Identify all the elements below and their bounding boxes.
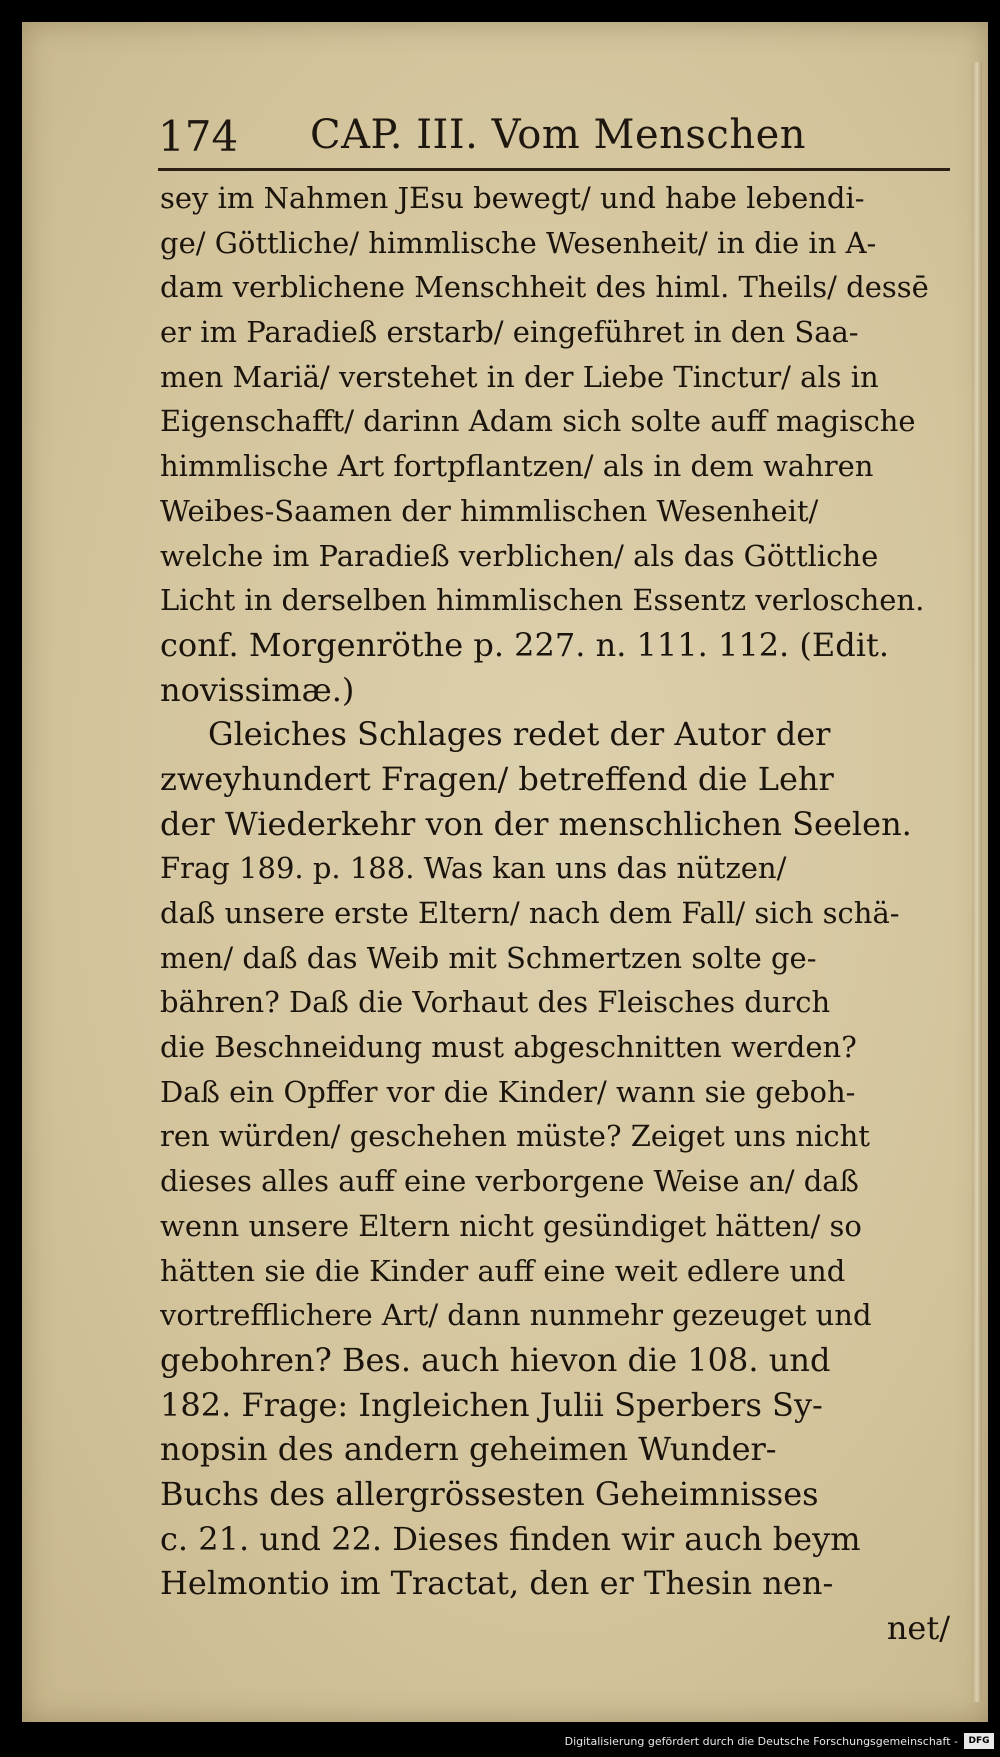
running-head: CAP. III. Vom Menschen [310,112,807,158]
dfg-logo-icon: DFG [964,1733,994,1749]
text-line: gebohren? Bes. auch hievon die 108. und [160,1340,831,1379]
text-line: welche im Paradieß verblichen/ als das Göttliche [160,538,879,573]
text-line: dam verblichene Menschheit des himl. Theils/ dessē [160,270,929,305]
text-line: nopsin des andern geheimen Wunder- [160,1430,777,1469]
body-text [160,176,960,1651]
text-line: Daß ein Opffer vor die Kinder/ wann sie geboh- [160,1074,856,1109]
text-line: Frag 189. p. 188. Was kan uns das nützen/ [160,851,787,886]
text-line: sey im Nahmen JEsu bewegt/ und habe lebendi- [160,181,865,215]
footer-bar [0,1728,1000,1757]
text-line: wenn unsere Eltern nicht gesündiget hätten/ so [160,1208,862,1243]
page-edge [972,62,982,1702]
text-line: c. 21. und 22. Dieses finden wir auch beym [160,1519,861,1558]
text-line: men Mariä/ verstehet in der Liebe Tinctur/ als in [160,359,879,394]
text-line: Buchs des allergrössesten Geheimnisses [160,1474,819,1513]
text-line: dieses alles auff eine verborgene Weise an/ daß [160,1164,859,1199]
text-line: daß unsere erste Eltern/ nach dem Fall/ sich schä- [160,896,900,930]
text-line: die Beschneidung must abgeschnitten werden? [160,1030,857,1065]
text-line: bähren? Daß die Vorhaut des Fleisches durch [160,985,831,1020]
text-line: der Wiederkehr von der menschlichen Seelen. [160,804,912,843]
text-line: himmlische Art fortpflantzen/ als in dem wahren [160,449,874,484]
text-line: ge/ Göttliche/ himmlische Wesenheit/ in die in A- [160,225,877,260]
text-line: er im Paradieß erstarb/ eingeführet in den Saa- [160,315,859,350]
text-line: zweyhundert Fragen/ betreffend die Lehr [160,759,834,798]
catchword: net/ [886,1609,950,1647]
funding-credit: Digitalisierung gefördert durch die Deutsche Forschungsgemeinschaft - [564,1735,958,1748]
text-line: Eigenschafft/ darinn Adam sich solte auff magische [160,404,916,439]
text-line: 182. Frage: Ingleichen Julii Sperbers Sy- [160,1385,823,1424]
text-line: hätten sie die Kinder auff eine weit edlere und [160,1253,846,1288]
text-line: men/ daß das Weib mit Schmertzen solte ge- [160,940,817,975]
text-line: ren würden/ geschehen müste? Zeiget uns nicht [160,1119,870,1154]
page-header [158,112,950,172]
text-line: Licht in derselben himmlischen Essentz verloschen. [160,583,925,618]
text-line: Helmontio im Tractat, den er Thesin nen- [160,1564,834,1603]
page-number: 174 [158,112,239,161]
text-line: vortrefflichere Art/ dann nunmehr gezeuget und [160,1298,872,1333]
text-line: Weibes-Saamen der himmlischen Wesenheit/ [160,493,819,528]
text-line: novissimæ.) [160,670,355,709]
header-rule [158,168,950,171]
paragraph-start-line: Gleiches Schlages redet der Autor der [208,715,831,754]
text-line: conf. Morgenröthe p. 227. n. 111. 112. (Edit. [160,625,889,664]
